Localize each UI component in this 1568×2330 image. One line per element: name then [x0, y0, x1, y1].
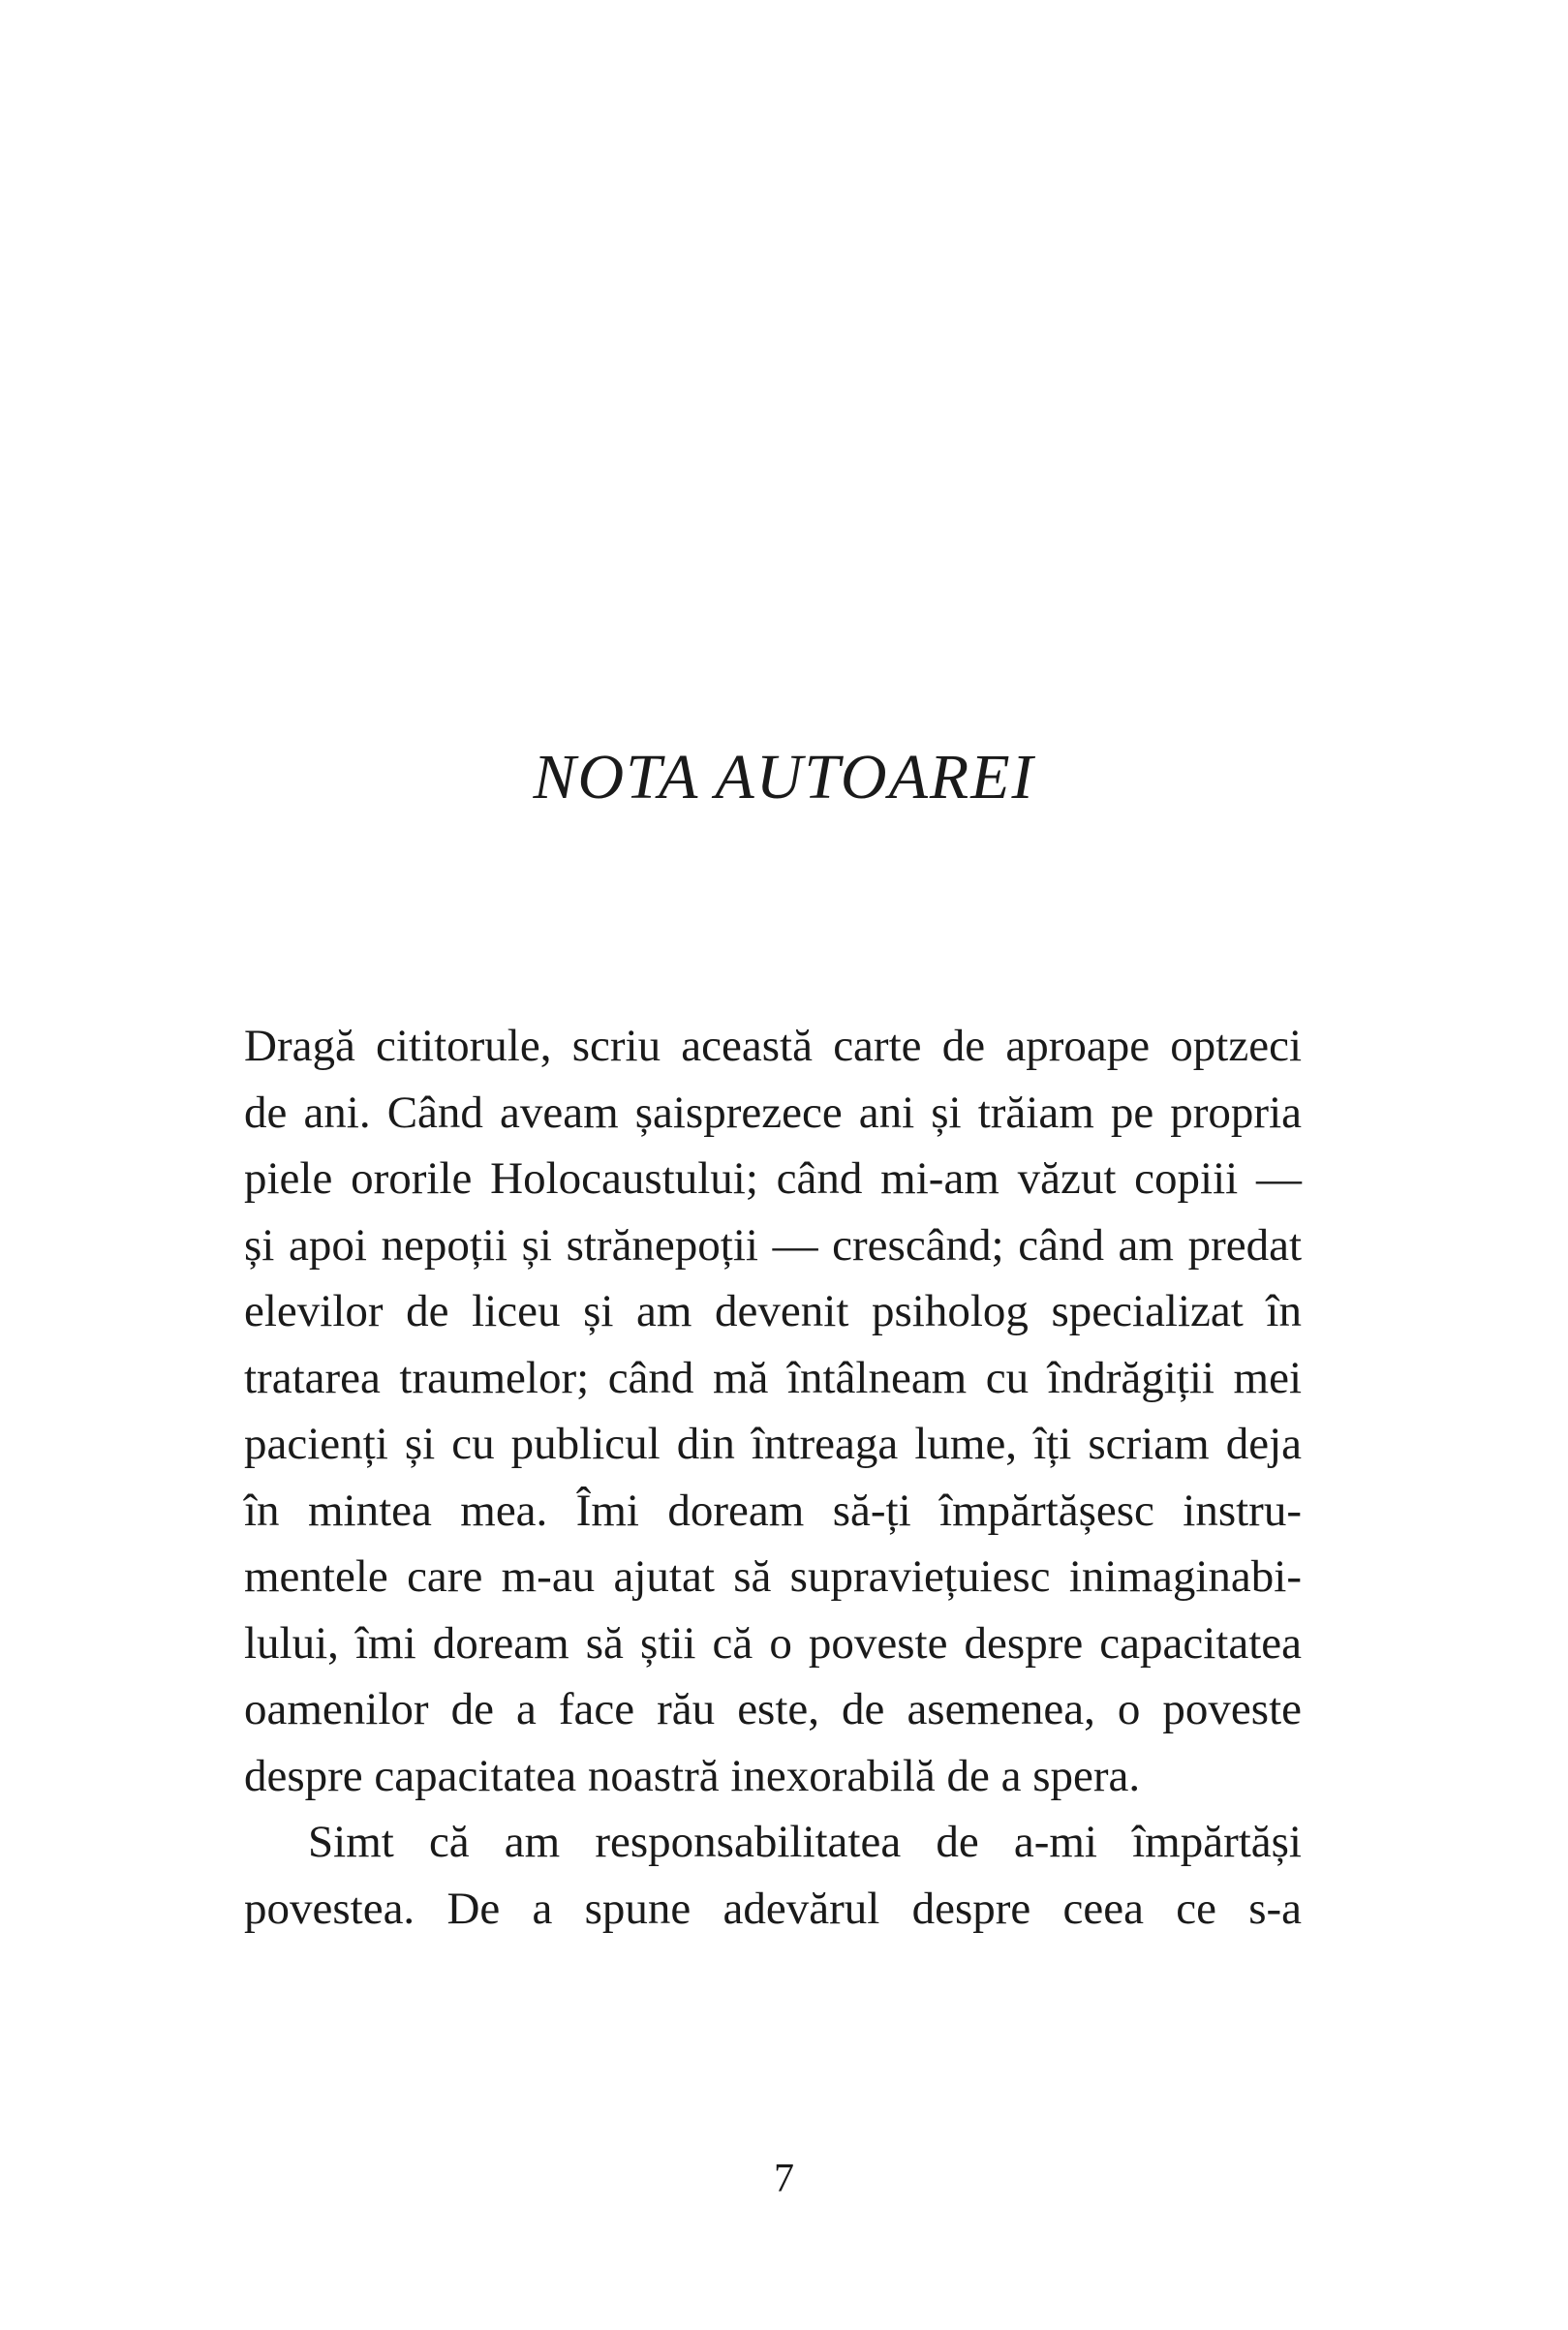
text-line: mentele care m-au ajutat să supraviețuiesc inimaginabi-: [244, 1551, 1302, 1602]
body-text: [244, 1013, 1302, 1942]
text-line: despre capacitatea noastră inexorabilă de a spera.: [244, 1750, 1141, 1801]
paragraph-1: [244, 1013, 1302, 1809]
text-line: elevilor de liceu și am devenit psiholog specializat în: [244, 1286, 1302, 1336]
text-line: Dragă cititorule, scriu această carte de aproape optzeci: [244, 1021, 1302, 1071]
text-line: oamenilor de a face rău este, de asemenea, o poveste: [244, 1684, 1302, 1734]
text-line: Simt că am responsabilitatea de a-mi împărtăși: [308, 1817, 1302, 1867]
text-line: și apoi nepoții și strănepoții — crescând; când am predat: [244, 1219, 1302, 1271]
text-line: tratarea traumelor; când mă întâlneam cu îndrăgiții mei: [244, 1352, 1302, 1403]
paragraph-2: [244, 1809, 1302, 1942]
page-number: 7: [774, 2157, 794, 2201]
text-line: povestea. De a spune adevărul despre ceea ce s-a: [244, 1883, 1302, 1934]
text-line: piele ororile Holocaustului; când mi-am văzut copiii —: [244, 1153, 1302, 1204]
text-line: în mintea mea. Îmi doream să-ți împărtășesc instru-: [244, 1485, 1302, 1536]
text-line: lului, îmi doream să știi că o poveste despre capacitatea: [244, 1617, 1302, 1669]
chapter-title: NOTA AUTOAREI: [533, 742, 1035, 812]
text-line: pacienți și cu publicul din întreaga lume, îți scriam deja: [244, 1419, 1302, 1469]
text-line: de ani. Când aveam șaisprezece ani și trăiam pe propria: [244, 1087, 1302, 1138]
